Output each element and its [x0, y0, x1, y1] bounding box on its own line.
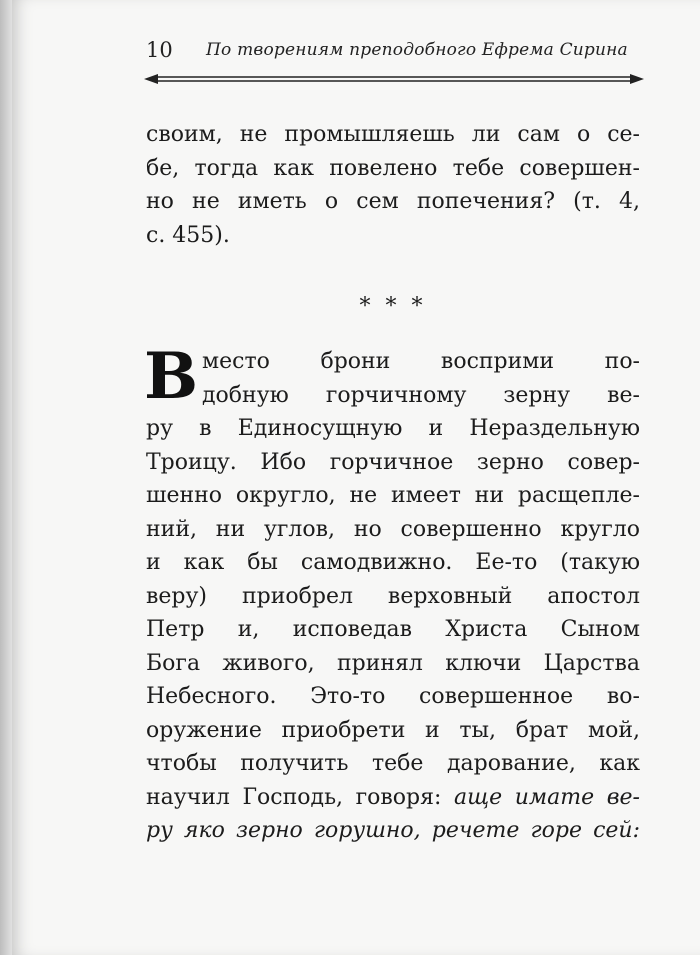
- text-line: своим, не промышляешь ли сам о се-: [146, 122, 640, 147]
- paragraph-1: [146, 118, 640, 252]
- text-line: Троицу. Ибо горчичное зерно совер-: [146, 449, 640, 475]
- text-line: веру) приобрел верховный апостол: [146, 583, 640, 609]
- drop-cap: В: [144, 339, 199, 414]
- text-run: научил Господь, говоря:: [146, 784, 454, 810]
- text-line: добную горчичному зерну ве-: [202, 382, 640, 408]
- text-line: оружение приобрети и ты, брат мой,: [146, 717, 640, 743]
- paragraph-2: [144, 339, 640, 848]
- text-line: шенно округло, не имеет ни расщепле-: [146, 483, 640, 508]
- text-line: Небесного. Это-то совершенное во-: [146, 684, 640, 709]
- text-line: Петр и, исповедав Христа Сыном: [146, 617, 640, 642]
- page-header: [146, 38, 644, 70]
- text-line: бе, тогда как повелено тебе совершен-: [146, 155, 640, 181]
- text-line: и как бы самодвижно. Ее-то (такую: [146, 550, 640, 575]
- text-line: с. 455).: [146, 222, 230, 248]
- text-line: но не иметь о сем попечения? (т. 4,: [146, 189, 640, 214]
- italic-quote-line: ру яко зерно горушно, речете горе сей:: [146, 818, 640, 843]
- text-line: ний, ни углов, но совершенно кругло: [146, 516, 640, 542]
- text-line: чтобы получить тебе дарование, как: [146, 751, 640, 776]
- page-number: 10: [146, 38, 173, 62]
- text-line: [146, 781, 640, 815]
- running-title: По творениям преподобного Ефрема Сирина: [206, 40, 628, 60]
- text-line: Бога живого, принял ключи Царства: [146, 650, 640, 676]
- section-separator: * * *: [359, 294, 427, 319]
- ornamental-rule: [144, 72, 644, 86]
- text-line: место брони восприми по-: [202, 349, 640, 374]
- italic-quote: аще имате ве-: [454, 784, 640, 810]
- text-line: ру в Единосущную и Нераздельную: [146, 416, 640, 441]
